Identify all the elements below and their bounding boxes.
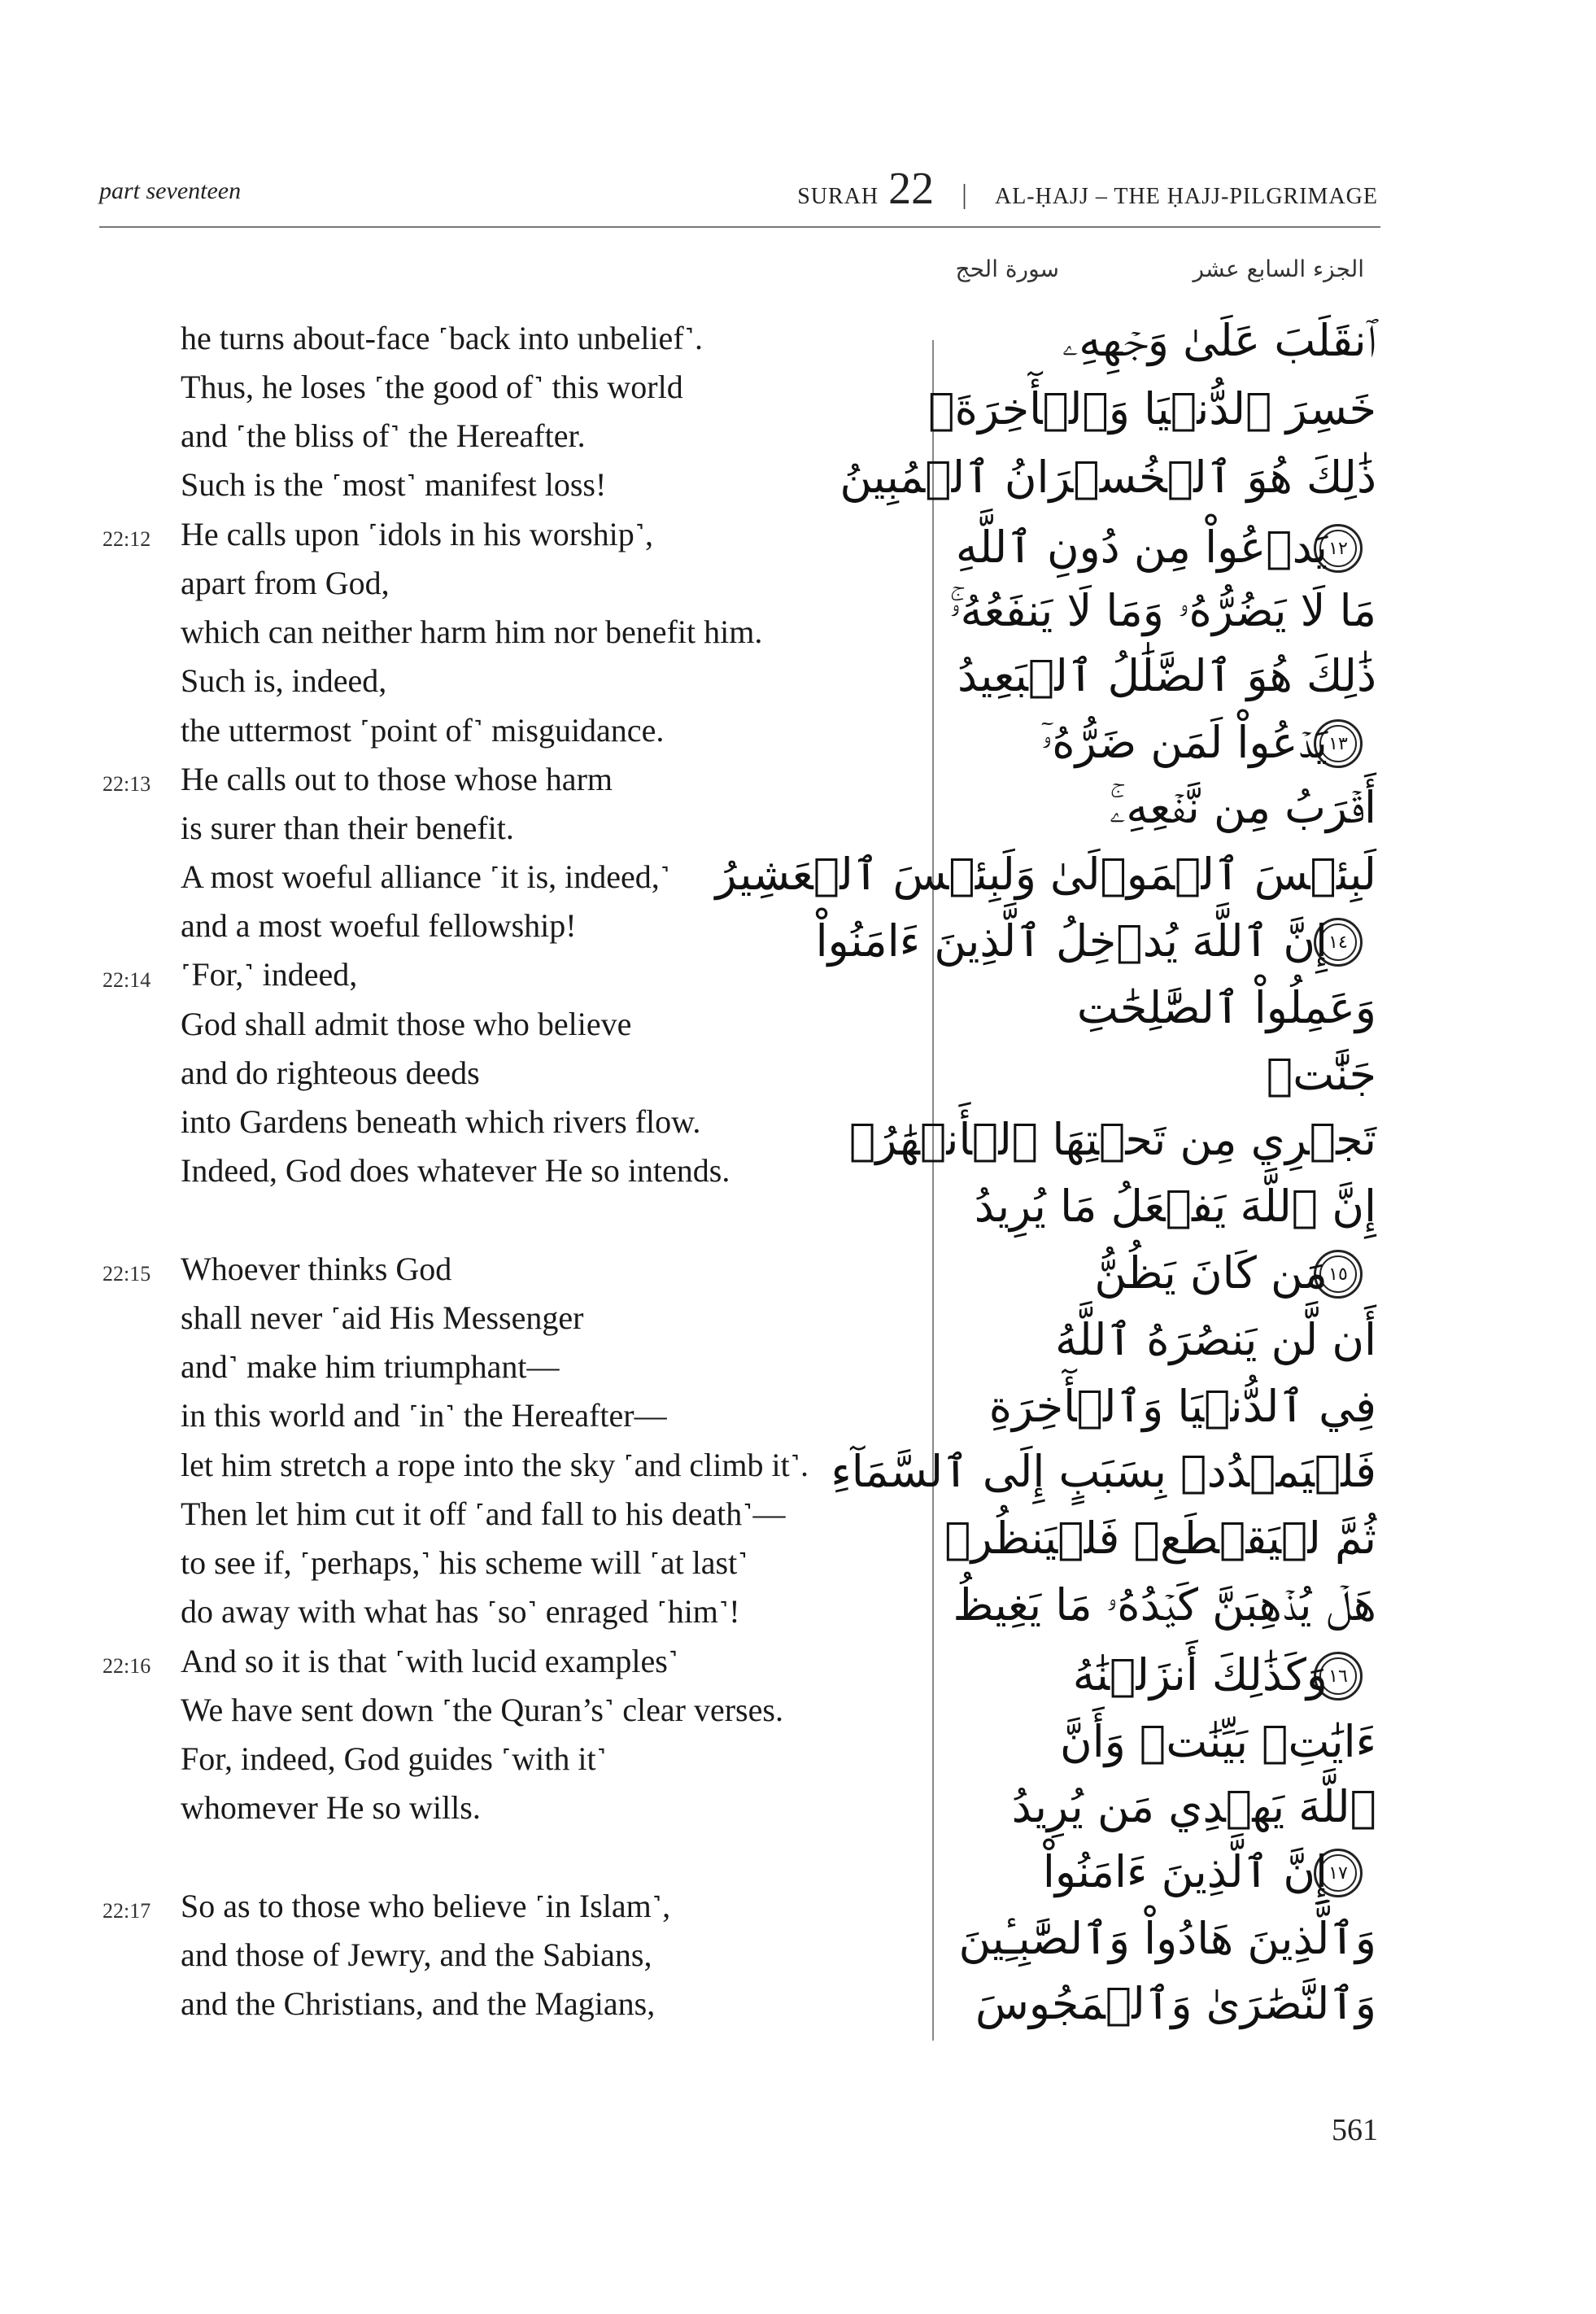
translation-line: to see if, ˹perhaps,˺ his scheme will ˹at last˺ [181, 1544, 748, 1581]
surah-title: AL-ḤAJJ – THE ḤAJJ-PILGRIMAGE [994, 184, 1378, 209]
verse-number: 22:15 [102, 1262, 151, 1286]
arabic-line: وَعَمِلُواْ ٱلصَّٰلِحَٰتِ [1076, 982, 1376, 1033]
translation-line: and ˹the bliss of˺ the Hereafter. [181, 417, 586, 454]
arabic-line: أَن لَّن يَنصُرَهُ ٱللَّهُ [1055, 1314, 1376, 1365]
arabic-line: ذَٰلِكَ هُوَ ٱلۡخُسۡرَانُ ٱلۡمُبِينُ [839, 452, 1376, 503]
verse-marker-number: ١٤ [1328, 932, 1348, 953]
arabic-line: إِنَّ ٱلَّذِينَ ءَامَنُواْ [1042, 1846, 1328, 1897]
translation-line: in this world and ˹in˺ the Hereafter— [181, 1397, 667, 1434]
translation-line: which can neither harm him nor benefit him. [181, 613, 763, 650]
translation-line: We have sent down ˹the Quran’s˺ clear verses. [181, 1692, 783, 1728]
translation-line: He calls out to those whose harm [181, 761, 613, 797]
arabic-line: جَنَّٰتٖ [1266, 1049, 1376, 1100]
verse-marker-number: ١٢ [1328, 538, 1348, 559]
arabic-line: أَقۡرَبُ مِن نَّفۡعِهِۦۚ [1109, 782, 1376, 833]
translation-line: A most woeful alliance ˹it is, indeed,˺ [181, 858, 671, 895]
verse-marker-number: ١٥ [1328, 1264, 1348, 1285]
arabic-line: لَبِئۡسَ ٱلۡمَوۡلَىٰ وَلَبِئۡسَ ٱلۡعَشِيرُ [715, 849, 1376, 900]
arabic-line: تَجۡرِي مِن تَحۡتِهَا ٱلۡأَنۡهَٰرُۚ [848, 1114, 1376, 1165]
translation-line: the uttermost ˹point of˺ misguidance. [181, 712, 665, 749]
translation-line: Then let him cut it off ˹and fall to his death˺— [181, 1495, 786, 1532]
translation-line: Indeed, God does whatever He so intends. [181, 1152, 730, 1189]
arabic-line: وَٱلنَّصَٰرَىٰ وَٱلۡمَجُوسَ [975, 1978, 1376, 2029]
verse-number: 22:13 [102, 772, 151, 796]
translation-line: let him stretch a rope into the sky ˹and climb it˺. [181, 1447, 809, 1483]
arabic-surah-header: سورة الحج [955, 255, 1059, 282]
part-label: part seventeen [99, 177, 242, 204]
arabic-line: خَسِرَ ٱلدُّنۡيَا وَٱلۡأٓخِرَةَۚ [928, 383, 1376, 434]
translation-line: He calls upon ˹idols in his worship˺, [181, 516, 654, 552]
verse-marker-number: ١٦ [1328, 1666, 1348, 1687]
translation-line: and those of Jewry, and the Sabians, [181, 1936, 652, 1973]
arabic-line: هَلۡ يُذۡهِبَنَّ كَيۡدُهُۥ مَا يَغِيظُ [953, 1579, 1376, 1631]
arabic-line: إِنَّ ٱللَّهَ يَفۡعَلُ مَا يُرِيدُ [974, 1181, 1376, 1232]
arabic-line: يَدۡعُواْ لَمَن ضَرُّهُۥٓ [1040, 717, 1328, 768]
translation-line: do away with what has ˹so˺ enraged ˹him˺! [181, 1593, 740, 1630]
header-rule [99, 226, 1380, 228]
surah-heading [797, 163, 1378, 215]
arabic-line: مَا لَا يَضُرُّهُۥ وَمَا لَا يَنفَعُهُۥۚ [949, 585, 1376, 636]
verse-marker-number: ١٣ [1328, 733, 1348, 754]
translation-line: And so it is that ˹with lucid examples˺ [181, 1643, 679, 1679]
translation-line: God shall admit those who believe [181, 1006, 632, 1042]
arabic-line: يَدۡعُواْ مِن دُونِ ٱللَّهِ [955, 522, 1328, 573]
surah-number: 22 [888, 164, 935, 214]
translation-line: Such is the ˹most˺ manifest loss! [181, 466, 607, 503]
arabic-line: ٱنقَلَبَ عَلَىٰ وَجۡهِهِۦ [1062, 315, 1376, 366]
arabic-line: فِي ٱلدُّنۡيَا وَٱلۡأٓخِرَةِ [988, 1381, 1376, 1432]
translation-line: For, indeed, God guides ˹with it˺ [181, 1740, 607, 1777]
translation-line: whomever He so wills. [181, 1789, 481, 1826]
translation-line: ˹For,˺ indeed, [181, 956, 358, 993]
translation-line: Thus, he loses ˹the good of˺ this world [181, 369, 683, 405]
header-separator: | [962, 180, 967, 210]
arabic-line: ذَٰلِكَ هُوَ ٱلضَّلَٰلُ ٱلۡبَعِيدُ [957, 650, 1376, 701]
translation-line: Whoever thinks God [181, 1251, 452, 1287]
arabic-line: وَكَذَٰلِكَ أَنزَلۡنَٰهُ [1072, 1649, 1328, 1701]
translation-line: and˺ make him triumphant— [181, 1348, 560, 1385]
translation-line: and the Christians, and the Magians, [181, 1985, 656, 2022]
arabic-line: ٱللَّهَ يَهۡدِي مَن يُرِيدُ [1011, 1781, 1376, 1832]
arabic-line: مَن كَانَ يَظُنُّ [1094, 1247, 1328, 1299]
column-divider [932, 340, 934, 2041]
arabic-line: فَلۡيَمۡدُدۡ بِسَبَبٍ إِلَى ٱلسَّمَآءِ [831, 1446, 1376, 1497]
translation-line: So as to those who believe ˹in Islam˺, [181, 1888, 671, 1924]
verse-number: 22:14 [102, 968, 151, 992]
translation-line: Such is, indeed, [181, 662, 387, 699]
translation-line: apart from God, [181, 565, 390, 601]
translation-line: and do righteous deeds [181, 1054, 480, 1091]
translation-line: shall never ˹aid His Messenger [181, 1299, 584, 1336]
translation-line: into Gardens beneath which rivers flow. [181, 1103, 701, 1140]
arabic-line: ءَايَٰتِۭ بَيِّنَٰتٖ وَأَنَّ [1060, 1716, 1376, 1767]
verse-number: 22:16 [102, 1654, 151, 1678]
translation-line: is surer than their benefit. [181, 810, 514, 846]
verse-number: 22:12 [102, 527, 151, 551]
arabic-line: ثُمَّ لۡيَقۡطَعۡ فَلۡيَنظُرۡ [944, 1513, 1376, 1564]
verse-marker-number: ١٧ [1328, 1862, 1348, 1884]
arabic-line: وَٱلَّذِينَ هَادُواْ وَٱلصَّٰبِـِٔينَ [958, 1913, 1376, 1964]
arabic-juz-header: الجزء السابع عشر [1193, 255, 1364, 282]
translation-line: he turns about-face ˹back into unbelief˺. [181, 320, 703, 356]
verse-number: 22:17 [102, 1899, 151, 1923]
surah-label: SURAH [797, 184, 879, 209]
page-number: 561 [1332, 2113, 1378, 2147]
translation-line: and a most woeful fellowship! [181, 907, 577, 944]
arabic-line: إِنَّ ٱللَّهَ يُدۡخِلُ ٱلَّذِينَ ءَامَنُواْ [815, 915, 1328, 967]
